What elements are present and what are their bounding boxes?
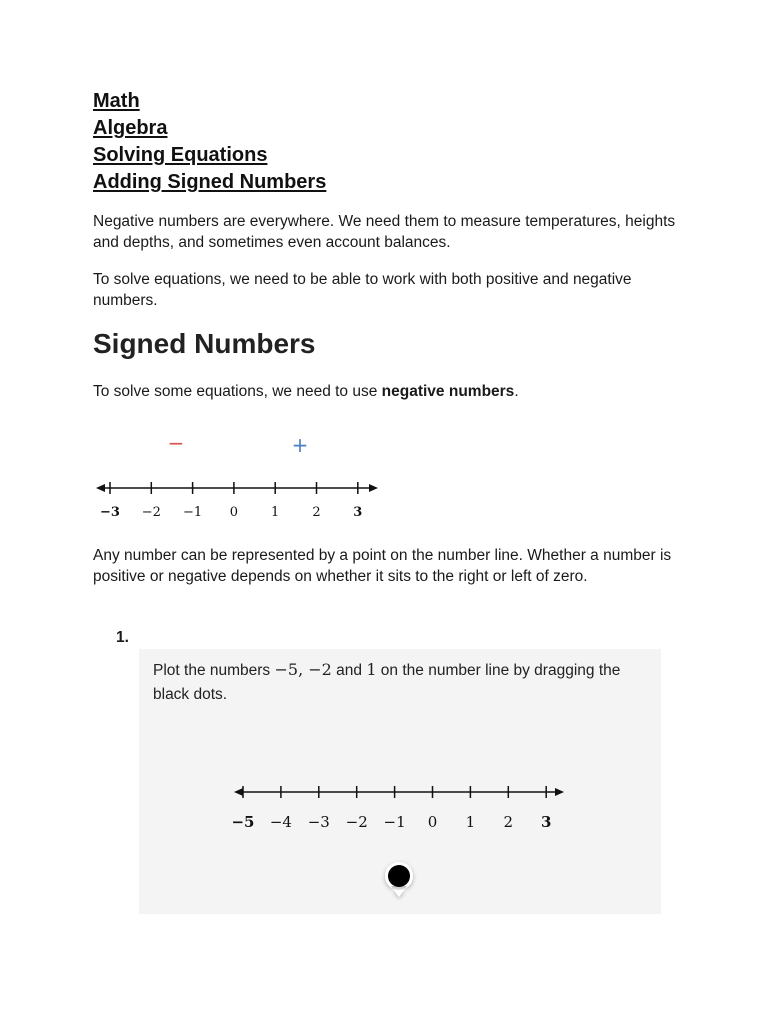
tick-label: 1 bbox=[465, 813, 476, 831]
tick-label: 3 bbox=[353, 505, 363, 520]
right-arrow-icon bbox=[369, 484, 378, 492]
question-card bbox=[139, 649, 661, 914]
question-prompt bbox=[153, 658, 643, 707]
number-line-paragraph: Any number can be represented by a point on the number line. Whether a number is positive or negative depends on whether it sits to the right or left of zero. bbox=[93, 547, 672, 585]
tick-label: 3 bbox=[540, 813, 552, 831]
prompt-text: Plot the numbers bbox=[153, 662, 275, 679]
tick-label: −1 bbox=[183, 505, 203, 520]
section-title: Signed Numbers bbox=[93, 328, 316, 359]
tick-label: 2 bbox=[312, 505, 321, 520]
bold-term: negative numbers bbox=[381, 383, 515, 400]
interactive-number-line[interactable] bbox=[229, 779, 574, 839]
breadcrumb-algebra-link[interactable]: Algebra bbox=[93, 117, 168, 139]
tick-label: 2 bbox=[503, 813, 514, 831]
left-arrow-icon bbox=[96, 484, 105, 492]
breadcrumb-adding-signed-numbers-link[interactable]: Adding Signed Numbers bbox=[93, 171, 327, 193]
tick-label: −1 bbox=[383, 813, 406, 831]
tick-label: 0 bbox=[229, 505, 239, 520]
prompt-math-values: −5, −2 bbox=[274, 660, 332, 679]
breadcrumb-solving-equations-link[interactable]: Solving Equations bbox=[93, 144, 268, 166]
draggable-dot-handle[interactable] bbox=[381, 859, 417, 901]
paragraph-text: To solve some equations, we need to use bbox=[93, 383, 382, 400]
black-dot-icon[interactable] bbox=[388, 865, 410, 887]
tick-label: −2 bbox=[345, 813, 368, 831]
intro-paragraph: Negative numbers are everywhere. We need them to measure temperatures, heights and depths, and sometimes even account balances. bbox=[93, 213, 676, 251]
minus-sign: − bbox=[167, 431, 185, 455]
left-arrow-icon bbox=[234, 788, 243, 796]
breadcrumb-math-link[interactable]: Math bbox=[93, 90, 140, 112]
prompt-text-end: on the number line by dragging the black dots. bbox=[153, 662, 621, 703]
breadcrumb bbox=[93, 88, 326, 196]
equations-paragraph: To solve equations, we need to be able to work with both positive and negative numbers. bbox=[93, 271, 632, 309]
tick-label: −4 bbox=[269, 813, 292, 831]
tick-label: 0 bbox=[427, 813, 438, 831]
plus-sign: + bbox=[291, 433, 309, 457]
prompt-math-value: 1 bbox=[366, 660, 377, 679]
intro-number-line bbox=[90, 430, 390, 525]
tick-label: 1 bbox=[271, 505, 280, 520]
question-number: 1. bbox=[116, 629, 129, 646]
right-arrow-icon bbox=[555, 788, 564, 796]
tick-label: −2 bbox=[141, 505, 161, 520]
paragraph-text-end: . bbox=[514, 383, 519, 400]
negative-numbers-paragraph bbox=[93, 381, 683, 402]
tick-label: −3 bbox=[307, 813, 330, 831]
tick-label: −5 bbox=[231, 813, 255, 831]
prompt-text-middle: and bbox=[331, 662, 367, 679]
tick-label: −3 bbox=[100, 505, 120, 520]
